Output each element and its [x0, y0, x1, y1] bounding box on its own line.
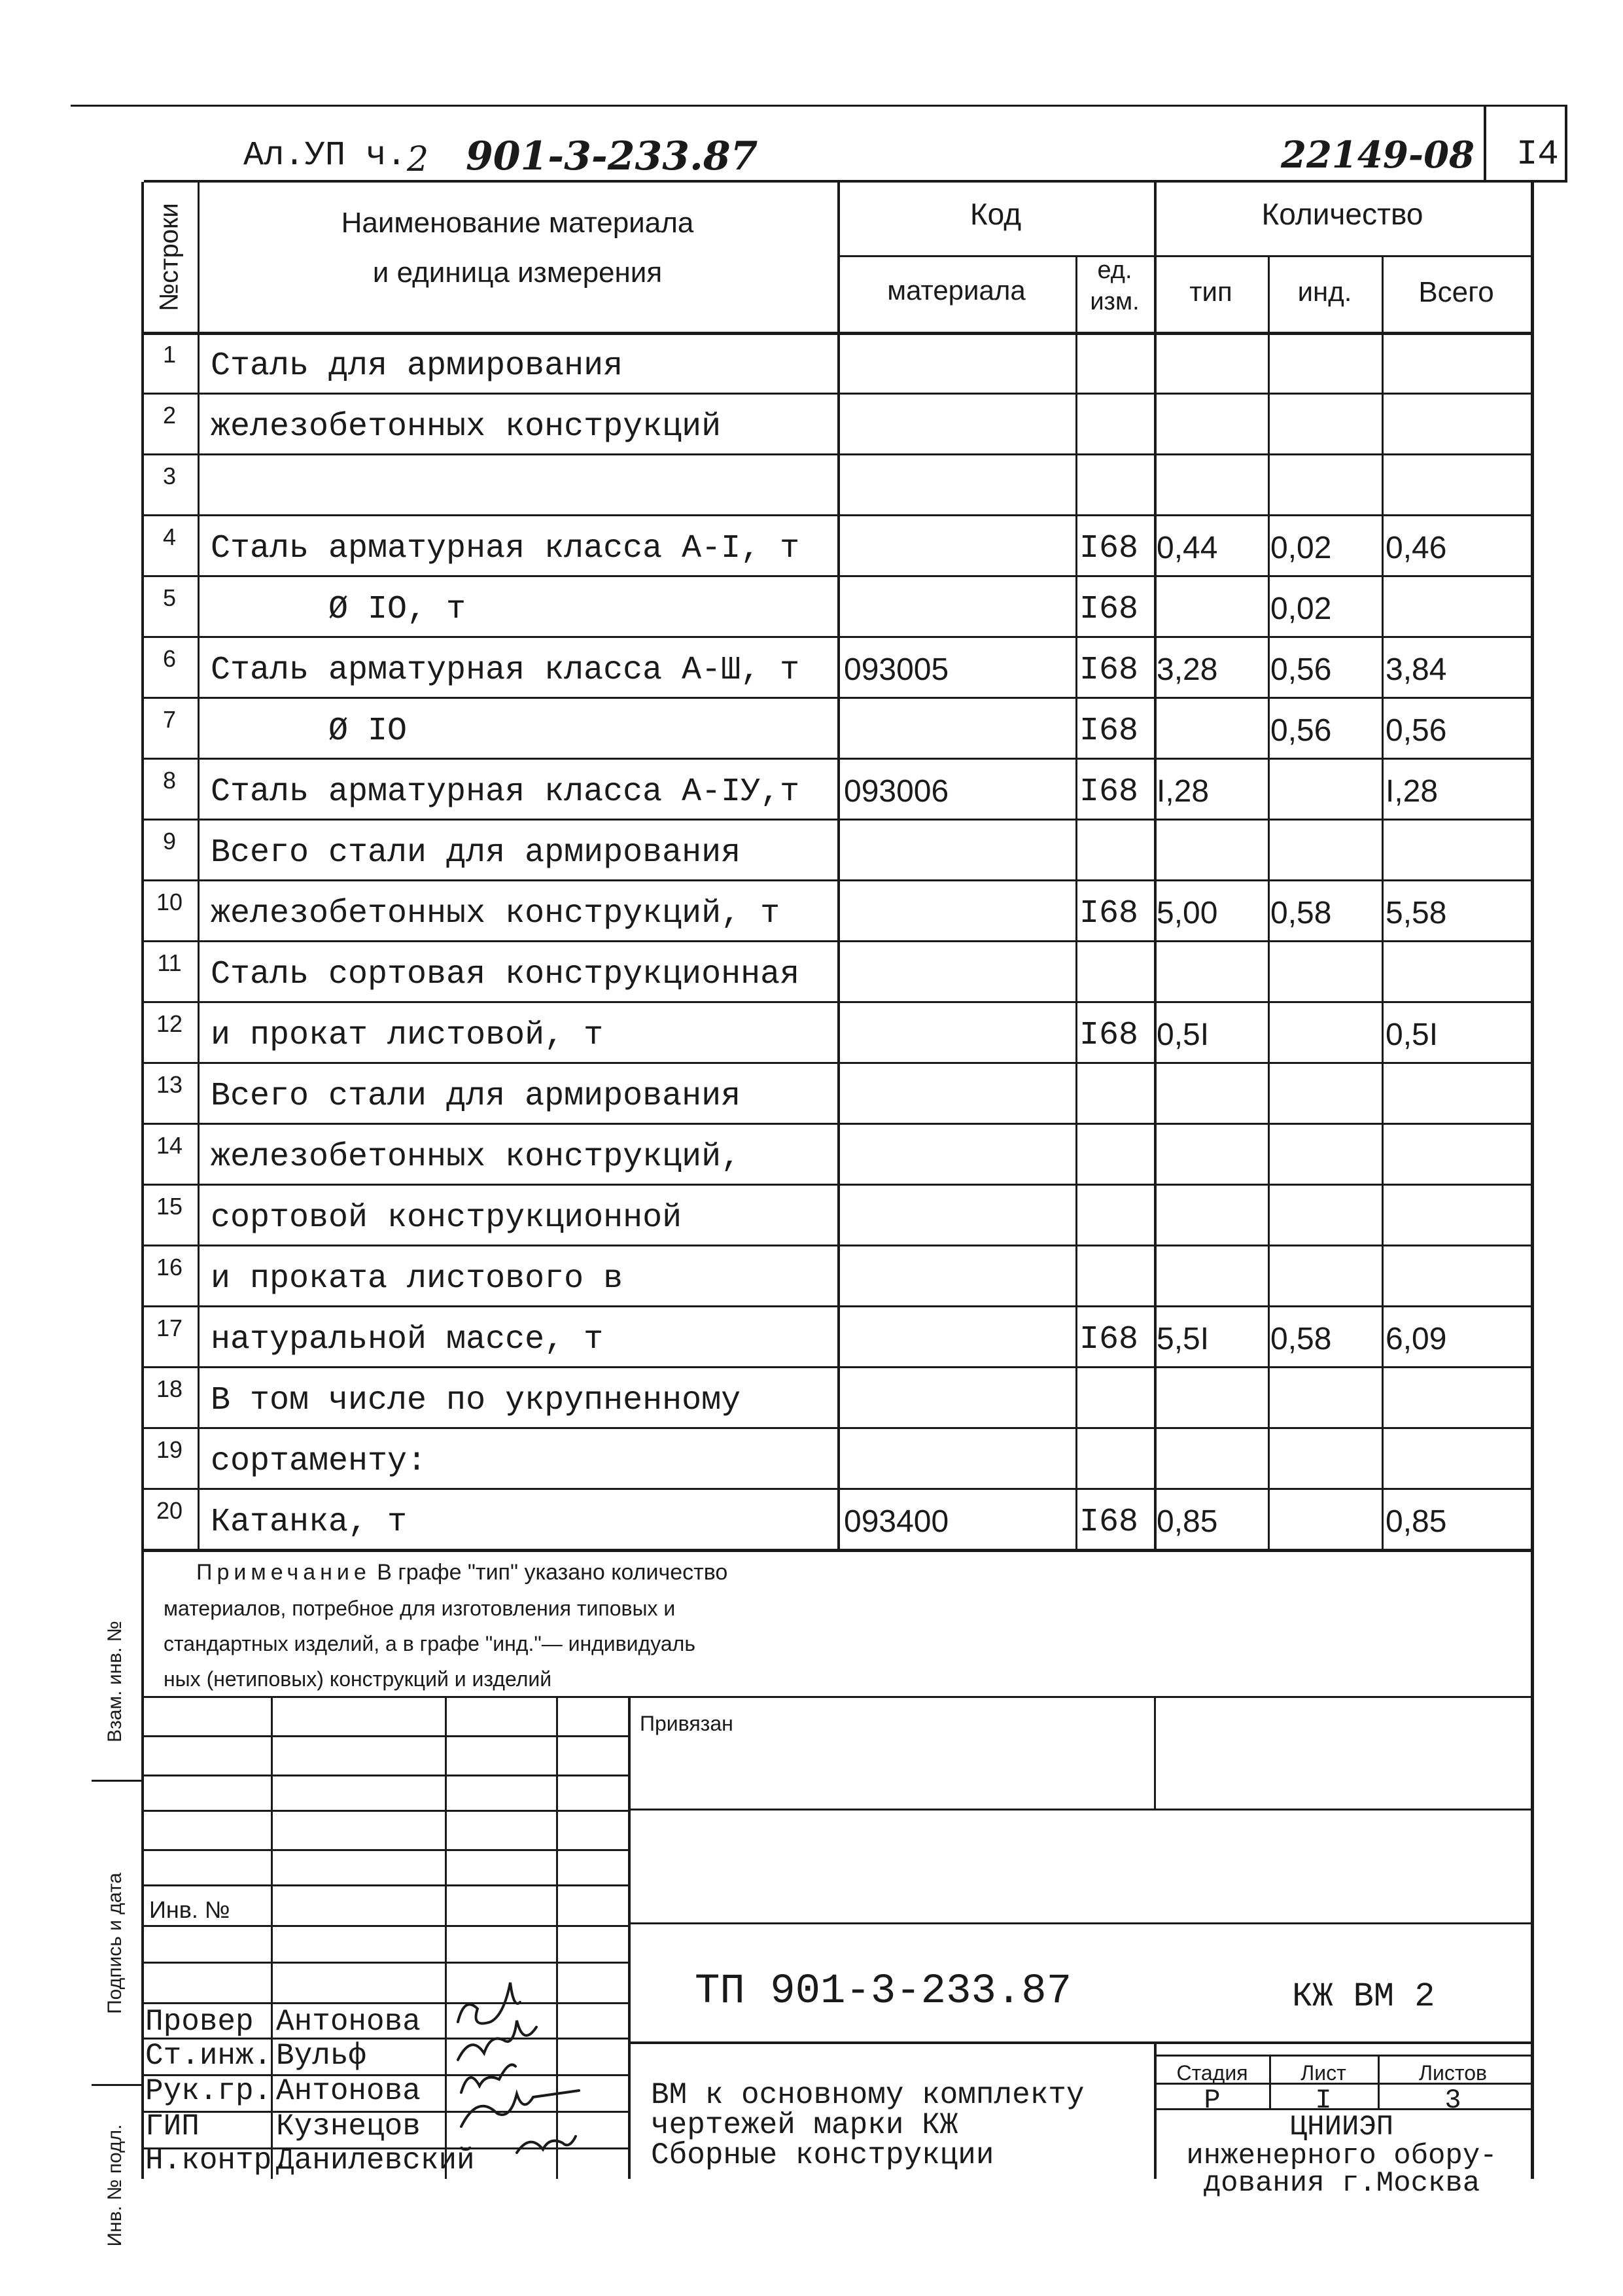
album-part: 2	[407, 140, 429, 179]
row-unit: I68	[1079, 591, 1139, 628]
row-number: 9	[162, 828, 177, 855]
project-number: 901-3-233.87	[466, 133, 758, 179]
row-unit: I68	[1079, 1321, 1139, 1358]
row-unit: I68	[1079, 1017, 1139, 1054]
row-number: 8	[162, 767, 177, 794]
header-name-line2: и единица измерения	[372, 256, 663, 289]
inv-no-label: Инв. №	[149, 1896, 230, 1923]
register-number: 22149-08	[1281, 133, 1475, 177]
row-name: Всего стали для армирования	[211, 1078, 741, 1115]
sheets-label: Листов	[1419, 2061, 1487, 2085]
row-total: 0,85	[1386, 1504, 1447, 1539]
margin-inv: Инв. № подл.	[104, 2124, 126, 2247]
stamp-doc-code: ТП 901-3-233.87	[695, 1968, 1072, 2015]
row-number: 15	[156, 1193, 183, 1220]
row-name: и прокат листовой, т	[211, 1017, 604, 1054]
org-line2: инженерного обору-	[1186, 2140, 1497, 2172]
page-number: I4	[1516, 135, 1559, 175]
row-ind: 0,58	[1270, 1322, 1332, 1356]
row-ind: 0,02	[1270, 531, 1332, 565]
row-total: 6,09	[1386, 1322, 1447, 1356]
row-total: 0,5I	[1386, 1017, 1439, 1052]
row-name: натуральной массе, т	[211, 1321, 604, 1358]
row-number: 11	[157, 949, 182, 976]
stamp-person: Вульф	[276, 2039, 367, 2073]
stamp-role: ГИП	[145, 2110, 200, 2144]
margin-vzam: Взам. инв. №	[104, 1621, 126, 1742]
row-number: 6	[162, 645, 177, 672]
note-line4: ных (нетиповых) конструкций и изделий	[164, 1667, 552, 1691]
row-name: железобетонных конструкций	[211, 408, 722, 446]
row-name: железобетонных конструкций,	[211, 1139, 741, 1176]
stamp-person: Данилевский	[276, 2144, 475, 2178]
row-code: 093005	[844, 652, 949, 687]
row-code: 093006	[844, 774, 949, 809]
header-q-type: тип	[1189, 276, 1232, 307]
note-label: Примечание	[196, 1560, 371, 1585]
margin-podp: Подпись и дата	[104, 1873, 126, 2014]
row-name: Всего стали для армирования	[211, 834, 741, 872]
note-text-1: В графе "тип" указано количество	[377, 1560, 728, 1585]
row-number: 2	[162, 402, 177, 429]
signature-proverka	[458, 1983, 520, 2024]
row-name: Сталь арматурная класса А-I, т	[211, 530, 800, 567]
row-name: Сталь арматурная класса А-IУ,т	[211, 773, 800, 811]
row-number: 7	[162, 706, 177, 733]
row-name: сортовой конструкционной	[211, 1199, 682, 1237]
row-number: 12	[156, 1010, 183, 1037]
header-quantity: Количество	[1261, 197, 1423, 231]
row-type: 0,5I	[1157, 1017, 1210, 1052]
signature-gip	[461, 2091, 579, 2127]
row-ind: 0,02	[1270, 592, 1332, 626]
stamp-person: Кузнецов	[276, 2110, 421, 2144]
row-name: Ø IO, т	[328, 591, 466, 628]
row-number: 5	[162, 584, 177, 611]
row-type: 3,28	[1157, 652, 1218, 687]
row-type: 5,00	[1157, 896, 1218, 930]
row-type: 5,5I	[1157, 1322, 1210, 1356]
stamp-person: Антонова	[276, 2074, 421, 2108]
row-ind: 0,56	[1270, 652, 1332, 687]
stamp-mark: КЖ ВМ 2	[1292, 1977, 1435, 2016]
row-number: 10	[156, 889, 183, 915]
signature-st-inzh	[458, 2021, 536, 2060]
privyazan-label: Привязан	[640, 1712, 733, 1735]
header-code-material: материала	[887, 275, 1026, 306]
row-number: 17	[156, 1315, 183, 1341]
row-name: железобетонных конструкций, т	[211, 895, 780, 932]
note-line2: материалов, потребное для изготовления типовых и	[164, 1597, 676, 1620]
row-number: 13	[156, 1071, 183, 1098]
row-name: В том числе по укрупненному	[211, 1382, 741, 1419]
row-type: 0,44	[1157, 531, 1218, 565]
stamp-person: Антонова	[276, 2005, 421, 2039]
org-line3: дования г.Москва	[1203, 2167, 1480, 2200]
signature-ruk-gr	[461, 2065, 515, 2093]
sheets-value: 3	[1444, 2085, 1461, 2116]
stamp-role: Рук.гр.	[145, 2074, 272, 2108]
row-name: Ø IO	[328, 713, 408, 750]
stage-value: Р	[1204, 2085, 1221, 2116]
row-total: 0,56	[1386, 713, 1447, 748]
row-number: 16	[156, 1254, 183, 1280]
row-total: 3,84	[1386, 652, 1447, 687]
header-code: Код	[969, 197, 1022, 231]
row-unit: I68	[1079, 530, 1139, 567]
row-name: Сталь для армирования	[211, 347, 623, 385]
row-total: 0,46	[1386, 531, 1447, 565]
note-line3: стандартных изделий, а в графе "инд."— индивидуаль	[164, 1632, 695, 1655]
signature-n-kontr	[517, 2136, 576, 2153]
row-unit: I68	[1079, 773, 1139, 811]
row-total: I,28	[1386, 774, 1439, 809]
row-type: I,28	[1157, 774, 1210, 809]
org-line1: ЦНИИЭП	[1289, 2111, 1394, 2144]
row-name: Сталь арматурная класса А-Ш, т	[211, 652, 800, 689]
stamp-title-line2: чертежей марки КЖ	[651, 2108, 958, 2142]
row-total: 5,58	[1386, 896, 1447, 930]
row-type: 0,85	[1157, 1504, 1218, 1539]
row-unit: I68	[1079, 1504, 1139, 1541]
row-name: Сталь сортовая конструкционная	[211, 956, 800, 993]
header-name-line1: Наименование материала	[341, 207, 694, 239]
stamp-role: Ст.инж.	[145, 2039, 272, 2073]
stamp-role: Н.контр.	[145, 2144, 290, 2178]
stage-label: Стадия	[1176, 2061, 1248, 2085]
row-ind: 0,58	[1270, 896, 1332, 930]
row-name: сортаменту:	[211, 1443, 427, 1480]
row-ind: 0,56	[1270, 713, 1332, 748]
album-label: Ал.УП ч.	[243, 136, 407, 175]
row-number: 14	[156, 1132, 183, 1159]
header-q-total: Всего	[1418, 276, 1494, 308]
header-unit-line2: изм.	[1090, 288, 1140, 315]
row-number: 3	[162, 463, 177, 489]
row-unit: I68	[1079, 652, 1139, 689]
row-name: и проката листового в	[211, 1260, 623, 1298]
row-code: 093400	[844, 1504, 949, 1539]
row-unit: I68	[1079, 713, 1139, 750]
sheet-label: Лист	[1300, 2061, 1346, 2085]
row-number: 18	[156, 1375, 183, 1402]
row-name: Катанка, т	[211, 1504, 408, 1541]
row-number: 19	[156, 1436, 183, 1463]
stamp-role: Провер	[145, 2005, 254, 2039]
header-unit-line1: ед.	[1097, 256, 1132, 284]
stamp-title-line1: ВМ к основному комплекту	[651, 2078, 1085, 2112]
row-number: 4	[162, 523, 177, 550]
sheet-value: I	[1315, 2085, 1332, 2116]
row-unit: I68	[1079, 895, 1139, 932]
row-number: 20	[156, 1497, 183, 1524]
header-row-number: №строки	[154, 202, 184, 311]
header-q-ind: инд.	[1297, 276, 1352, 307]
row-number: 1	[162, 341, 177, 368]
stamp-title-line3: Сборные конструкции	[651, 2138, 994, 2172]
